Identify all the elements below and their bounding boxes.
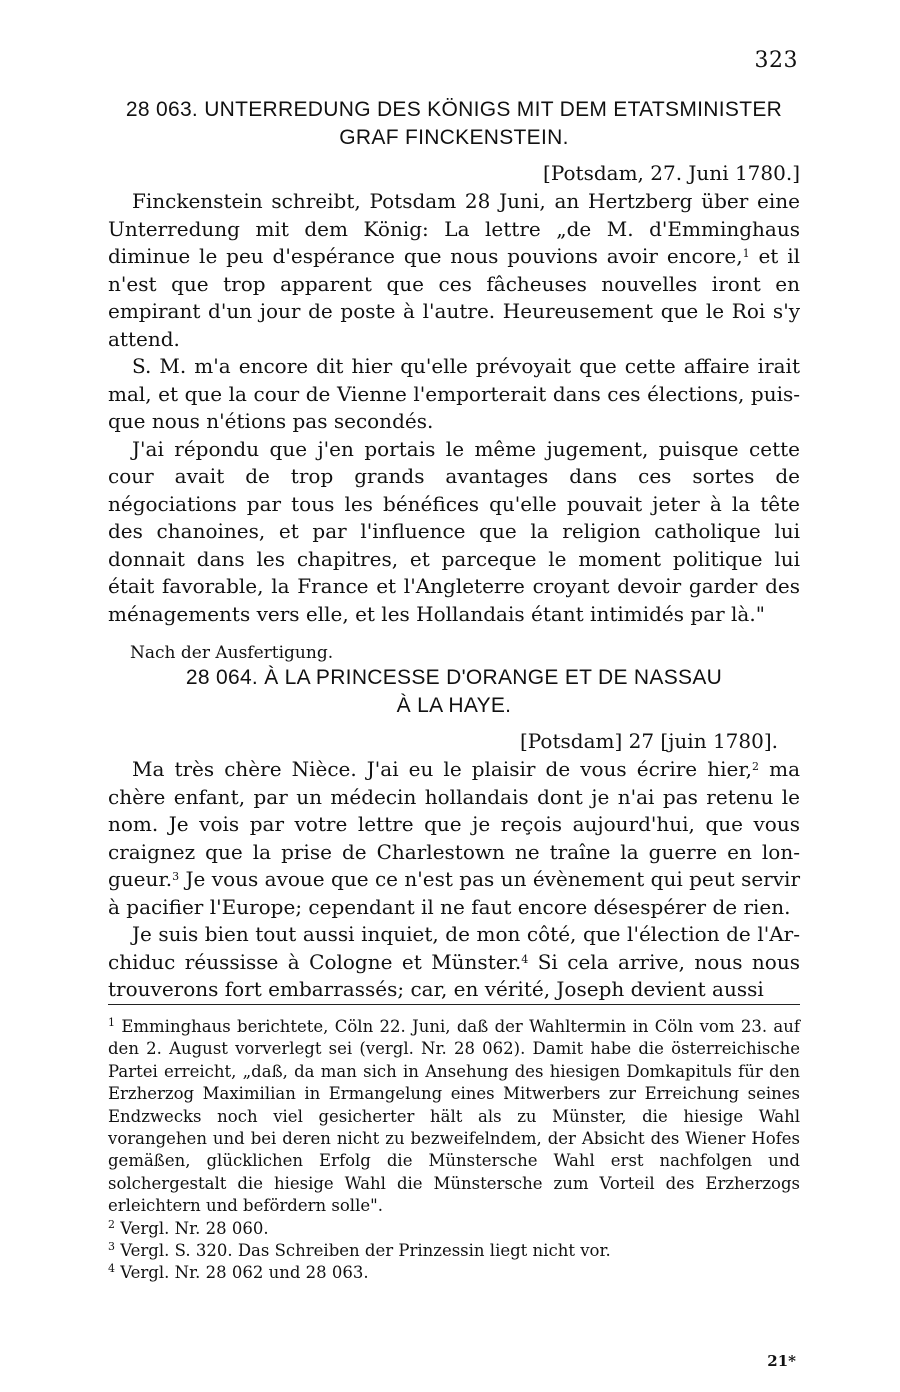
footnote-marker[interactable]: 4 bbox=[521, 952, 529, 966]
source-note: Nach der Ausfertigung. bbox=[130, 643, 334, 663]
paragraph-text: Ma très chère Nièce. J'ai eu le plaisir de vous écrire hier, bbox=[132, 757, 753, 781]
footnote-text: Vergl. S. 320. Das Schreiben der Prinzessin liegt nicht vor. bbox=[115, 1241, 611, 1261]
paragraph-text: Finckenstein schreibt, Potsdam 28 Juni, an Hertzberg über eine Unterredung mit dem König: La lettre „de M. d'Emminghaus diminue le peu d'espérance que nous pouvions avoir encore, bbox=[108, 189, 800, 268]
footnote-number: 4 bbox=[108, 1262, 115, 1276]
footnote-marker[interactable]: 1 bbox=[742, 247, 750, 260]
dateline: [Potsdam] 27 [juin 1780]. bbox=[519, 729, 778, 753]
footnote-marker[interactable]: 3 bbox=[172, 870, 180, 883]
section-heading-line1: 28 063. UNTERREDUNG DES KÖNIGS MIT DEM ETATSMINISTER bbox=[125, 98, 783, 121]
paragraph: J'ai répondu que j'en portais le même jugement, puisque cette cour avait de trop grands avantages dans ces sortes de négociations par tous les bénéfices qu'elle pouvait jeter à la tête des chanoines, et par l'influence que la religion catholique lui donnait dans les chapitres, et parceque le moment politique lui était favorable, la France et l'Angleterre croyant devoir garder des ménagements vers elle, et les Hollandais étant intimidés par là." bbox=[108, 436, 800, 626]
footnote-divider bbox=[108, 1004, 800, 1005]
footnote-text: Vergl. Nr. 28 060. bbox=[115, 1218, 269, 1238]
footnote-marker[interactable]: 2 bbox=[752, 760, 760, 773]
footnote bbox=[108, 1262, 800, 1284]
paragraph bbox=[108, 188, 800, 353]
footnotes bbox=[108, 1016, 800, 1285]
paragraph bbox=[108, 921, 800, 1004]
paragraph: S. M. m'a encore dit hier qu'elle prévoyait que cette affaire irait mal, et que la cour de Vienne l'emporterait dans ces élections, puisque nous n'étions pas secondés. bbox=[108, 354, 800, 433]
footnote bbox=[108, 1240, 800, 1262]
paragraph-text: et il n'est que trop apparent que ces fâcheuses nouvelles iront en empirant d'un jour de poste à l'autre. Heureusement que le Roi s'y attend. bbox=[108, 244, 800, 351]
section-28063 bbox=[108, 96, 800, 666]
footnote bbox=[108, 1218, 800, 1240]
paragraph bbox=[108, 756, 800, 921]
page-number: 323 bbox=[754, 48, 798, 73]
dateline: [Potsdam, 27. Juni 1780.] bbox=[543, 161, 800, 185]
signature-mark: 21* bbox=[767, 1352, 796, 1370]
paragraph-text: ma chère enfant, par un médecin hollandais dont je n'ai pas retenu le nom. Je vois par votre lettre que je reçois aujourd'hui, que vous craignez que la prise de Charlestown ne traîne la guerre en longueur. bbox=[108, 757, 800, 891]
footnote-number: 2 bbox=[108, 1217, 115, 1231]
section-heading-line2: À LA HAYE. bbox=[396, 694, 512, 717]
section-heading-line1: 28 064. À LA PRINCESSE D'ORANGE ET DE NASSAU bbox=[185, 666, 723, 689]
paragraph-text: Si cela arrive, nous nous trouverons fort embarrassés; car, en vérité, Joseph devient aussi bbox=[108, 949, 800, 1001]
section-heading-line2: GRAF FINCKENSTEIN. bbox=[339, 126, 569, 149]
footnote bbox=[108, 1016, 800, 1218]
paragraph-text: Je suis bien tout aussi inquiet, de mon côté, que l'élection de l'Archiduc réussisse à Cologne et Münster. bbox=[108, 922, 800, 974]
paragraph-text: Je vous avoue que ce n'est pas un évènement qui peut servir à pacifier l'Europe; cependant il ne faut encore désespérer de rien. bbox=[108, 867, 800, 919]
section-28064 bbox=[108, 664, 800, 1004]
footnote-number: 3 bbox=[108, 1240, 115, 1254]
footnote-number: 1 bbox=[108, 1016, 115, 1029]
footnote-text: Vergl. Nr. 28 062 und 28 063. bbox=[115, 1263, 369, 1283]
footnote-text: Emminghaus berichtete, Cöln 22. Juni, daß der Wahltermin in Cöln vom 23. auf den 2. August vorverlegt sei (vergl. Nr. 28 062). Damit habe die österreichische Partei erreicht, „daß, da man sich in Ansehung des hiesigen Domkapituls für den Erzherzog Maximilian in Ermangelung eines Mitwerbers zur Erreichung seines Endzwecks noch viel gesicherter hält als zu Münster, die hiesige Wahl vorangehen und bei deren nicht zu bezweifelndem, der Absicht des Wiener Hofes gemäßen, glücklichen Erfolg die Münstersche Wahl erst nachfolgen und solchergestalt die hiesige Wahl die Münstersche zum Vorteil des Erzherzogs erleichtern und befördern solle". bbox=[108, 1017, 800, 1216]
